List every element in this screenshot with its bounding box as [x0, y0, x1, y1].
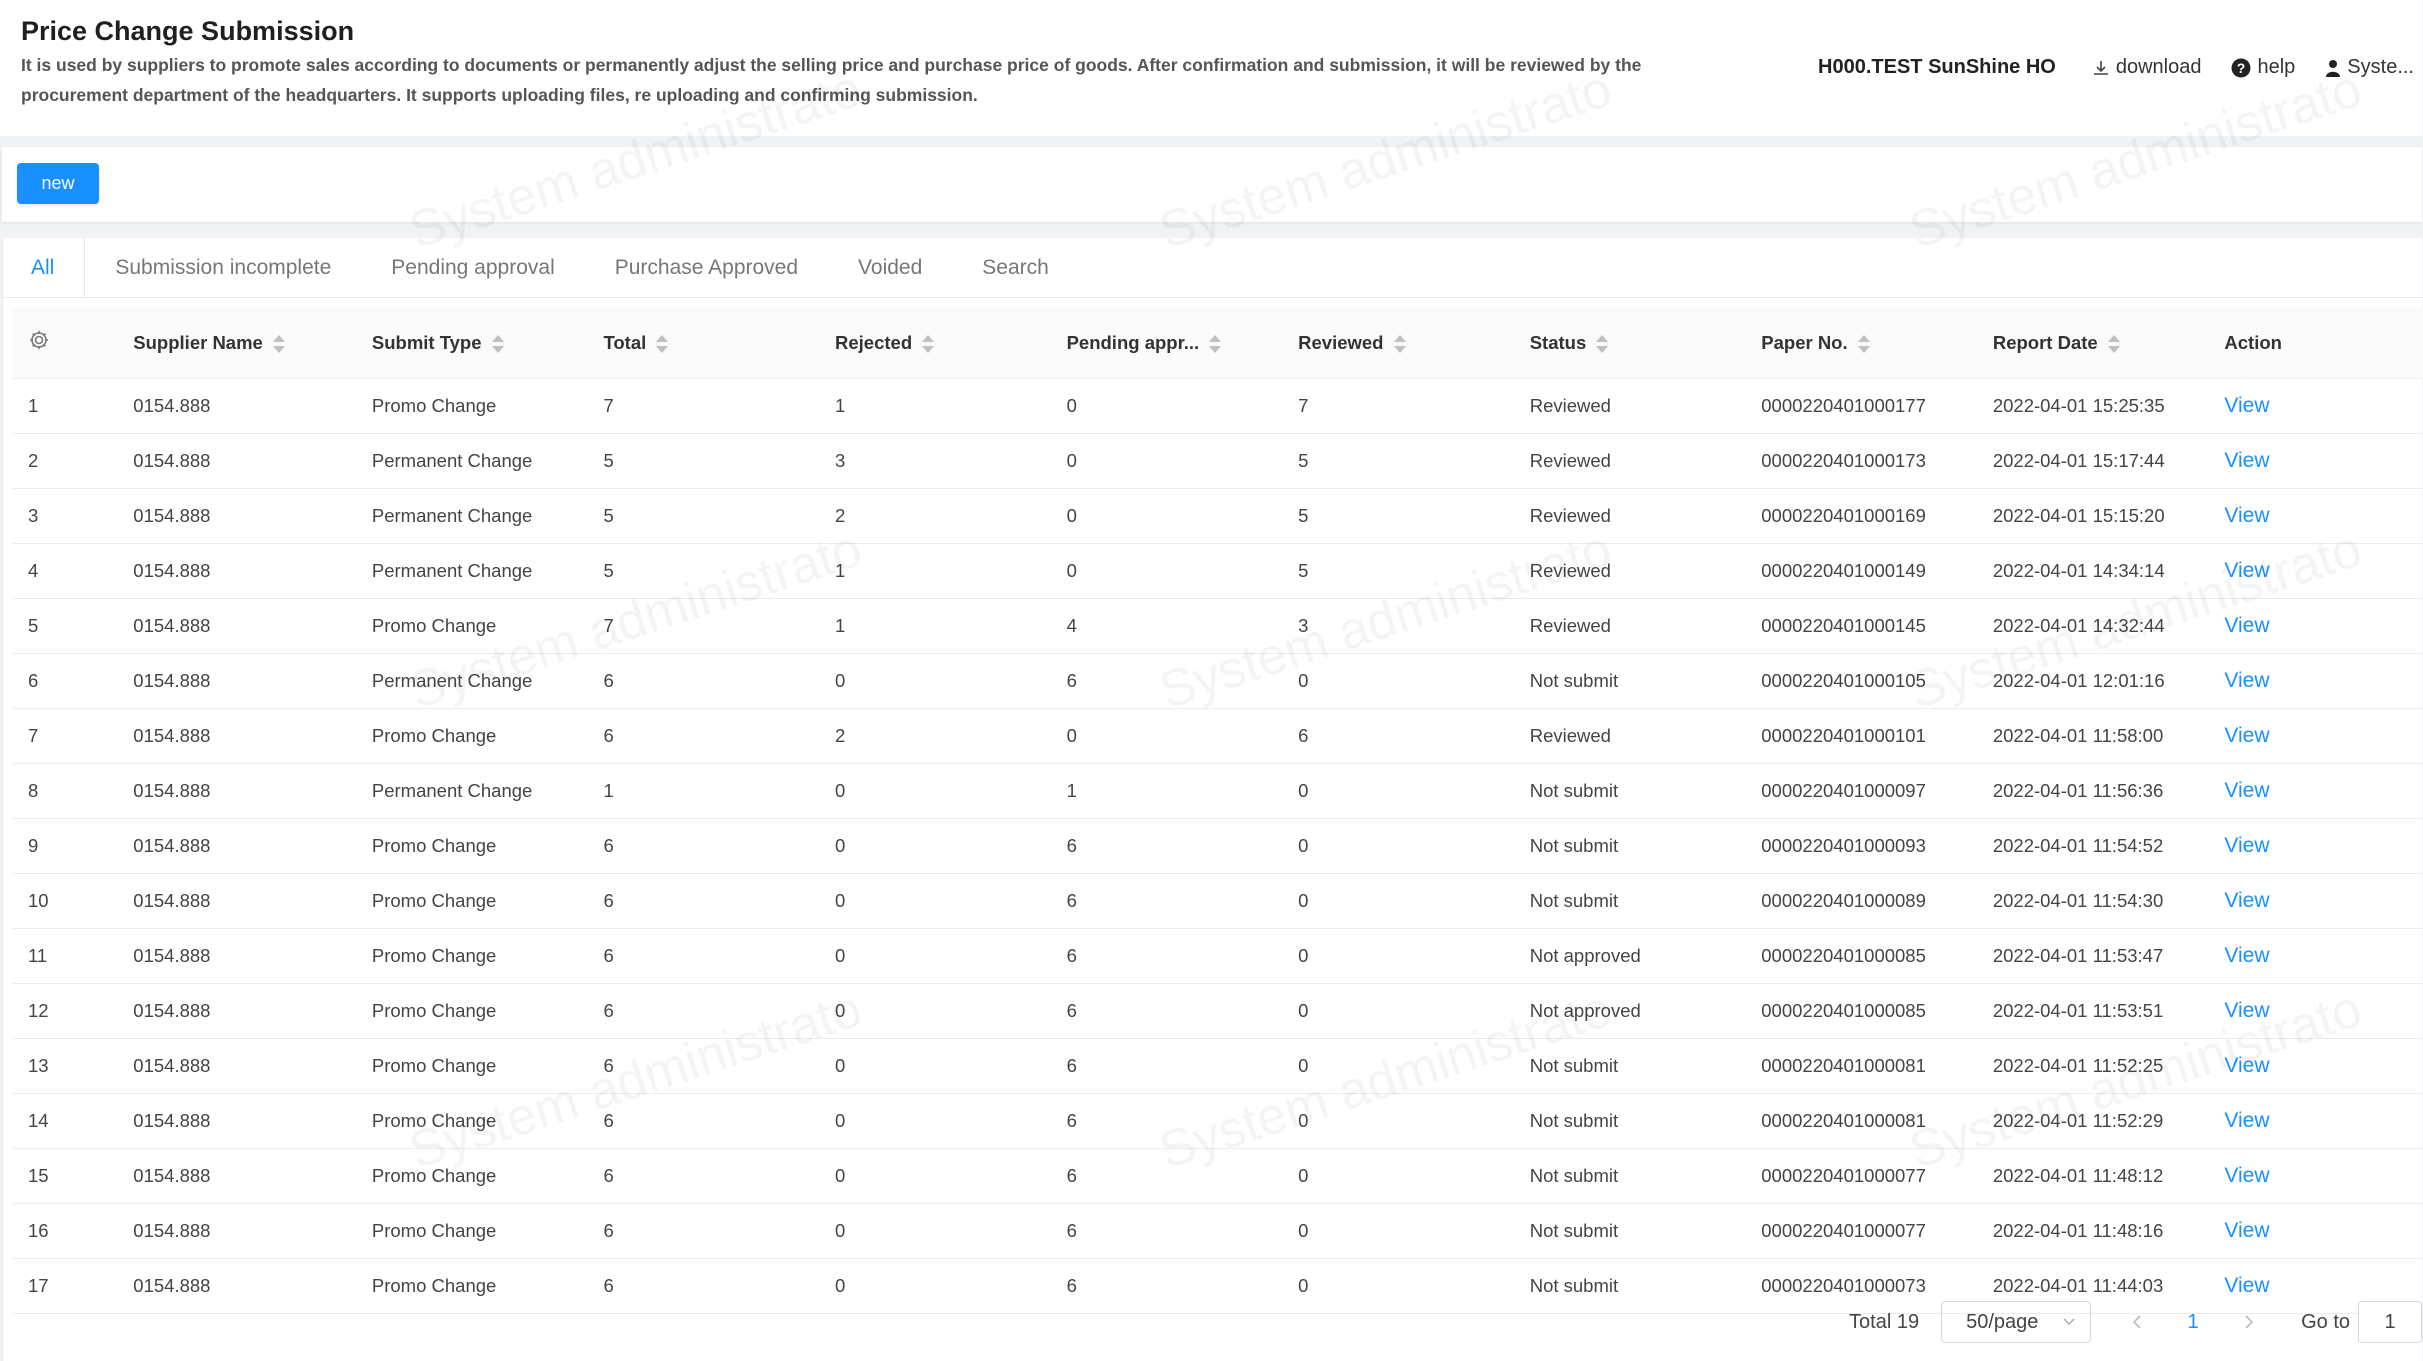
table-cell: 0154.888 [133, 543, 372, 598]
table-cell: 0154.888 [133, 378, 372, 433]
column-header [2224, 308, 2423, 378]
table-cell: 10 [13, 873, 133, 928]
table-cell: Not submit [1530, 1148, 1762, 1203]
table-cell: 6 [603, 1093, 835, 1148]
column-settings-header[interactable] [13, 308, 133, 378]
view-link[interactable]: View [2224, 888, 2270, 912]
sort-icon[interactable] [2108, 334, 2120, 354]
table-cell: 17 [13, 1258, 133, 1313]
table-cell: 0 [1298, 1093, 1530, 1148]
action-cell [2224, 433, 2423, 488]
column-header[interactable] [372, 308, 604, 378]
table-cell: 13 [13, 1038, 133, 1093]
table-cell: 2022-04-01 11:54:52 [1993, 818, 2225, 873]
table-cell: 6 [1067, 1093, 1299, 1148]
sort-icon[interactable] [492, 334, 504, 354]
next-page-button[interactable] [2231, 1301, 2267, 1343]
table-cell: 0000220401000173 [1761, 433, 1993, 488]
table-cell: 0 [835, 1093, 1067, 1148]
action-cell [2224, 1148, 2423, 1203]
help-label: help [2257, 56, 2296, 78]
table-cell: 0 [1067, 433, 1299, 488]
table-cell: 2022-04-01 11:52:25 [1993, 1038, 2225, 1093]
table-cell: 15 [13, 1148, 133, 1203]
table-cell: 6 [1298, 708, 1530, 763]
table-cell: Not submit [1530, 1203, 1762, 1258]
table-cell: Promo Change [372, 598, 604, 653]
table-row [13, 708, 2423, 763]
table-cell: 2022-04-01 15:15:20 [1993, 488, 2225, 543]
table-cell: Not submit [1530, 653, 1762, 708]
tab-submission-incomplete[interactable]: Submission incomplete [115, 256, 332, 279]
view-link[interactable]: View [2224, 503, 2270, 527]
table-cell: 0 [835, 653, 1067, 708]
table-cell: 5 [13, 598, 133, 653]
tab-purchase-approved[interactable]: Purchase Approved [614, 256, 799, 279]
table-cell: Not approved [1530, 983, 1762, 1038]
view-link[interactable]: View [2224, 723, 2270, 747]
table-cell: 6 [603, 653, 835, 708]
table-cell: 0 [835, 873, 1067, 928]
table-cell: 0 [1298, 763, 1530, 818]
table-cell: 6 [1067, 928, 1299, 983]
column-header[interactable] [1530, 308, 1762, 378]
table-cell: 0154.888 [133, 1203, 372, 1258]
table-header-row [13, 308, 2423, 378]
company-name: H000.TEST SunShine HO [1818, 56, 2056, 78]
toolbar [2, 147, 2422, 222]
table-cell: 2022-04-01 11:54:30 [1993, 873, 2225, 928]
table-cell: 6 [603, 1038, 835, 1093]
table-cell: 0 [1298, 818, 1530, 873]
table-cell: 8 [13, 763, 133, 818]
table-cell: Not approved [1530, 928, 1762, 983]
column-header-label: Pending appr... [1066, 331, 1200, 353]
table-cell: 6 [603, 928, 835, 983]
table-cell: 0154.888 [133, 763, 372, 818]
tab-voided[interactable]: Voided [858, 256, 923, 279]
table-cell: 6 [603, 1258, 835, 1313]
table-cell: 14 [13, 1093, 133, 1148]
table-cell: 2022-04-01 15:17:44 [1993, 433, 2225, 488]
action-cell [2224, 543, 2423, 598]
table-cell: 3 [835, 433, 1067, 488]
table-cell: 0 [835, 928, 1067, 983]
page-size-value: 50/page [1966, 1310, 2039, 1333]
table-cell: 0000220401000073 [1761, 1258, 1993, 1313]
table-cell: 2022-04-01 11:52:29 [1993, 1093, 2225, 1148]
table-cell: Reviewed [1530, 488, 1762, 543]
download-label: download [2115, 56, 2202, 78]
table-cell: 1 [835, 598, 1067, 653]
table-cell: 0 [1298, 1203, 1530, 1258]
column-header[interactable] [1067, 308, 1299, 378]
action-cell [2224, 1038, 2423, 1093]
table-cell: 0000220401000089 [1761, 873, 1993, 928]
table-cell: Promo Change [372, 1203, 604, 1258]
table-cell: 0 [835, 818, 1067, 873]
view-link[interactable]: View [2224, 393, 2270, 417]
table-cell: Reviewed [1530, 598, 1762, 653]
sort-icon[interactable] [273, 334, 285, 354]
table-cell: 2022-04-01 14:32:44 [1993, 598, 2225, 653]
user-menu[interactable] [2325, 56, 2414, 79]
chevron-down-icon [2062, 1317, 2076, 1327]
list-panel [2, 238, 2422, 1361]
table-row [13, 983, 2423, 1038]
table-cell: 2022-04-01 11:48:16 [1993, 1203, 2225, 1258]
action-cell [2224, 1203, 2423, 1258]
column-header[interactable] [1761, 308, 1993, 378]
table-cell: 0 [1298, 1038, 1530, 1093]
table-cell: 6 [1067, 873, 1299, 928]
table-cell: Promo Change [372, 818, 604, 873]
table-row [13, 873, 2423, 928]
view-link[interactable]: View [2224, 1163, 2270, 1187]
action-cell [2224, 598, 2423, 653]
new-button[interactable]: new [17, 163, 99, 204]
table-cell: 0154.888 [133, 488, 372, 543]
column-header-label: Status [1529, 331, 1587, 353]
table-cell: Not submit [1530, 873, 1762, 928]
table-row [13, 433, 2423, 488]
table-cell: Promo Change [372, 378, 604, 433]
action-cell [2224, 488, 2423, 543]
table-cell: 0 [1298, 1258, 1530, 1313]
page-number-current[interactable]: 1 [2187, 1311, 2199, 1333]
table-cell: 5 [1298, 488, 1530, 543]
view-link[interactable]: View [2224, 448, 2270, 472]
table-cell: 0 [835, 983, 1067, 1038]
prev-page-button[interactable] [2119, 1301, 2155, 1343]
table-cell: 0000220401000145 [1761, 598, 1993, 653]
table-cell: Promo Change [372, 1093, 604, 1148]
table-cell: 6 [1067, 1148, 1299, 1203]
table-cell: 2 [13, 433, 133, 488]
view-link[interactable]: View [2224, 1053, 2270, 1077]
table-cell: 7 [1298, 378, 1530, 433]
tab-pending-approval[interactable]: Pending approval [391, 256, 555, 279]
table-cell: 0000220401000093 [1761, 818, 1993, 873]
table-cell: 4 [13, 543, 133, 598]
table-row [13, 653, 2423, 708]
table-row [13, 763, 2423, 818]
table-cell: 6 [603, 873, 835, 928]
table-cell: Not submit [1530, 1038, 1762, 1093]
table-row [13, 1203, 2423, 1258]
table-cell: 0 [1067, 488, 1299, 543]
table-cell: Promo Change [372, 928, 604, 983]
table-cell: Promo Change [372, 708, 604, 763]
sort-icon[interactable] [1209, 334, 1221, 354]
table-cell: 4 [1067, 598, 1299, 653]
table-cell: 12 [13, 983, 133, 1038]
table-cell: 5 [603, 543, 835, 598]
table-cell: 9 [13, 818, 133, 873]
tab-search[interactable]: Search [982, 256, 1049, 279]
svg-text:?: ? [2237, 59, 2246, 76]
table-cell: Reviewed [1530, 708, 1762, 763]
table-cell: 0 [1298, 653, 1530, 708]
table-cell: Permanent Change [372, 543, 604, 598]
action-cell [2224, 983, 2423, 1038]
action-cell [2224, 873, 2423, 928]
table-cell: 6 [13, 653, 133, 708]
submission-table [13, 308, 2423, 1314]
table-row [13, 378, 2423, 433]
table-cell: 0000220401000077 [1761, 1203, 1993, 1258]
tab-all[interactable]: All [3, 238, 85, 298]
table-cell: Permanent Change [372, 488, 604, 543]
table-cell: 0 [835, 1203, 1067, 1258]
table-cell: 1 [835, 378, 1067, 433]
table-cell: 0 [1298, 873, 1530, 928]
column-header-label: Action [2224, 331, 2282, 353]
view-link[interactable]: View [2224, 558, 2270, 582]
download-icon [2092, 59, 2110, 77]
table-cell: 0 [1067, 708, 1299, 763]
user-label: Syste... [2347, 56, 2414, 78]
table-cell: Reviewed [1530, 543, 1762, 598]
table-cell: 2 [835, 708, 1067, 763]
table-cell: 0000220401000085 [1761, 928, 1993, 983]
table-cell: 0 [835, 1258, 1067, 1313]
table-cell: 3 [1298, 598, 1530, 653]
table-cell: Not submit [1530, 1258, 1762, 1313]
table-cell: 0154.888 [133, 928, 372, 983]
action-cell [2224, 928, 2423, 983]
table-cell: Reviewed [1530, 433, 1762, 488]
table-cell: 11 [13, 928, 133, 983]
table-cell: Promo Change [372, 873, 604, 928]
table-cell: 0000220401000097 [1761, 763, 1993, 818]
column-header[interactable] [1298, 308, 1530, 378]
table-cell: 0 [1298, 928, 1530, 983]
table-row [13, 1093, 2423, 1148]
action-cell [2224, 763, 2423, 818]
table-cell: 6 [1067, 983, 1299, 1038]
table-cell: 7 [13, 708, 133, 763]
help-icon [2231, 58, 2251, 78]
table-cell: 6 [1067, 818, 1299, 873]
table-cell: 0000220401000077 [1761, 1148, 1993, 1203]
settings-icon[interactable] [28, 329, 50, 351]
download-link[interactable] [2092, 56, 2202, 79]
goto-label: Go to [2301, 1310, 2350, 1333]
column-header[interactable] [603, 308, 835, 378]
table-cell: 0 [1067, 378, 1299, 433]
table-cell: 2022-04-01 15:25:35 [1993, 378, 2225, 433]
table-cell: 6 [1067, 1038, 1299, 1093]
table-body [13, 378, 2423, 1313]
table-cell: 0154.888 [133, 598, 372, 653]
table-cell: 1 [835, 543, 1067, 598]
table-cell: Not submit [1530, 818, 1762, 873]
help-link[interactable] [2231, 56, 2295, 79]
page-size-select[interactable] [1941, 1301, 2091, 1343]
view-link[interactable]: View [2224, 1108, 2270, 1132]
sort-icon[interactable] [1858, 334, 1870, 354]
table-cell: 6 [1067, 653, 1299, 708]
sort-icon[interactable] [1596, 334, 1608, 354]
column-header[interactable] [835, 308, 1067, 378]
table-cell: 5 [1298, 543, 1530, 598]
view-link[interactable]: View [2224, 1273, 2270, 1297]
table-cell: 6 [603, 983, 835, 1038]
table-cell: 2022-04-01 11:48:12 [1993, 1148, 2225, 1203]
table-cell: 3 [13, 488, 133, 543]
table-cell: 0154.888 [133, 1258, 372, 1313]
table-cell: 0154.888 [133, 1038, 372, 1093]
table-cell: 0 [835, 763, 1067, 818]
table-cell: 0154.888 [133, 653, 372, 708]
table-cell: 0154.888 [133, 873, 372, 928]
table-row [13, 488, 2423, 543]
table-cell: Promo Change [372, 1148, 604, 1203]
table-cell: 0 [1067, 543, 1299, 598]
user-icon [2325, 59, 2341, 77]
table-cell: 0 [835, 1148, 1067, 1203]
column-header-label: Paper No. [1761, 331, 1848, 353]
table-cell: 0154.888 [133, 708, 372, 763]
page-title: Price Change Submission [21, 16, 355, 46]
table-cell: 0 [1298, 983, 1530, 1038]
table-row [13, 1148, 2423, 1203]
table-cell: 2022-04-01 11:44:03 [1993, 1258, 2225, 1313]
view-link[interactable]: View [2224, 668, 2270, 692]
table-row [13, 543, 2423, 598]
action-cell [2224, 378, 2423, 433]
table-cell: Not submit [1530, 1093, 1762, 1148]
table-cell: 0154.888 [133, 1093, 372, 1148]
column-header-label: Rejected [835, 331, 913, 353]
table-cell: 0000220401000101 [1761, 708, 1993, 763]
table-cell: 0000220401000169 [1761, 488, 1993, 543]
column-header[interactable] [1993, 308, 2225, 378]
table-cell: Not submit [1530, 763, 1762, 818]
table-cell: 5 [603, 488, 835, 543]
table-row [13, 818, 2423, 873]
table-row [13, 1038, 2423, 1093]
view-link[interactable]: View [2224, 833, 2270, 857]
table-cell: 16 [13, 1203, 133, 1258]
table-cell: 2022-04-01 14:34:14 [1993, 543, 2225, 598]
column-header-label: Report Date [1992, 331, 2098, 353]
page-description: It is used by suppliers to promote sales according to documents or permanently adjust the selling price and purchase price of goods. After confirmation and submission, it will be reviewed by the procurement department of the headquarters. It supports uploading files, re uploading and confirming submission. [21, 55, 1642, 105]
table-cell: 1 [13, 378, 133, 433]
view-link[interactable]: View [2224, 998, 2270, 1022]
total-count: Total 19 [1849, 1310, 1920, 1333]
table-cell: 0154.888 [133, 1148, 372, 1203]
chevron-right-icon [2243, 1314, 2255, 1330]
table-cell: 5 [1298, 433, 1530, 488]
table-cell: 0000220401000081 [1761, 1093, 1993, 1148]
action-cell [2224, 818, 2423, 873]
status-tabs [3, 238, 2423, 298]
table-cell: 2022-04-01 12:01:16 [1993, 653, 2225, 708]
table-cell: Reviewed [1530, 378, 1762, 433]
table-cell: 1 [603, 763, 835, 818]
sort-icon[interactable] [922, 334, 934, 354]
table-cell: 6 [1067, 1258, 1299, 1313]
action-cell [2224, 653, 2423, 708]
view-link[interactable]: View [2224, 943, 2270, 967]
goto-page-input[interactable] [2358, 1301, 2422, 1343]
table-cell: 6 [1067, 1203, 1299, 1258]
table-cell: 0000220401000177 [1761, 378, 1993, 433]
page-header [0, 0, 2422, 136]
table-cell: 0154.888 [133, 818, 372, 873]
table-cell: 2022-04-01 11:56:36 [1993, 763, 2225, 818]
table-cell: 6 [603, 708, 835, 763]
table-cell: Permanent Change [372, 763, 604, 818]
table-cell: 1 [1067, 763, 1299, 818]
table-cell: 0000220401000081 [1761, 1038, 1993, 1093]
table-cell: 6 [603, 1148, 835, 1203]
chevron-left-icon [2131, 1314, 2143, 1330]
view-link[interactable]: View [2224, 778, 2270, 802]
table-row [13, 598, 2423, 653]
table-cell: 2022-04-01 11:58:00 [1993, 708, 2225, 763]
table-cell: 0 [835, 1038, 1067, 1093]
table-cell: 0000220401000149 [1761, 543, 1993, 598]
column-header[interactable] [133, 308, 372, 378]
table-row [13, 928, 2423, 983]
table-cell: 7 [603, 378, 835, 433]
table-cell: 2 [835, 488, 1067, 543]
table-cell: 5 [603, 433, 835, 488]
table-cell: 6 [603, 818, 835, 873]
pagination [1849, 1300, 2422, 1344]
header-actions [1818, 56, 2414, 79]
column-header-label: Total [603, 331, 647, 353]
table-cell: Promo Change [372, 1038, 604, 1093]
column-header-label: Reviewed [1298, 331, 1384, 353]
column-header-label: Submit Type [371, 331, 482, 353]
table-cell: Permanent Change [372, 433, 604, 488]
table-cell: Permanent Change [372, 653, 604, 708]
table-cell: Promo Change [372, 983, 604, 1038]
sort-icon[interactable] [656, 334, 668, 354]
view-link[interactable]: View [2224, 1218, 2270, 1242]
view-link[interactable]: View [2224, 613, 2270, 637]
table-cell: 0 [1298, 1148, 1530, 1203]
table-cell: 0154.888 [133, 983, 372, 1038]
table-cell: 2022-04-01 11:53:51 [1993, 983, 2225, 1038]
column-header-label: Supplier Name [133, 331, 263, 353]
table-cell: 0000220401000105 [1761, 653, 1993, 708]
table-cell: 2022-04-01 11:53:47 [1993, 928, 2225, 983]
table-cell: 0154.888 [133, 433, 372, 488]
action-cell [2224, 708, 2423, 763]
sort-icon[interactable] [1394, 334, 1406, 354]
action-cell [2224, 1093, 2423, 1148]
table-cell: 6 [603, 1203, 835, 1258]
table-cell: 7 [603, 598, 835, 653]
table-container[interactable] [13, 308, 2423, 1297]
table-cell: 0000220401000085 [1761, 983, 1993, 1038]
table-cell: Promo Change [372, 1258, 604, 1313]
